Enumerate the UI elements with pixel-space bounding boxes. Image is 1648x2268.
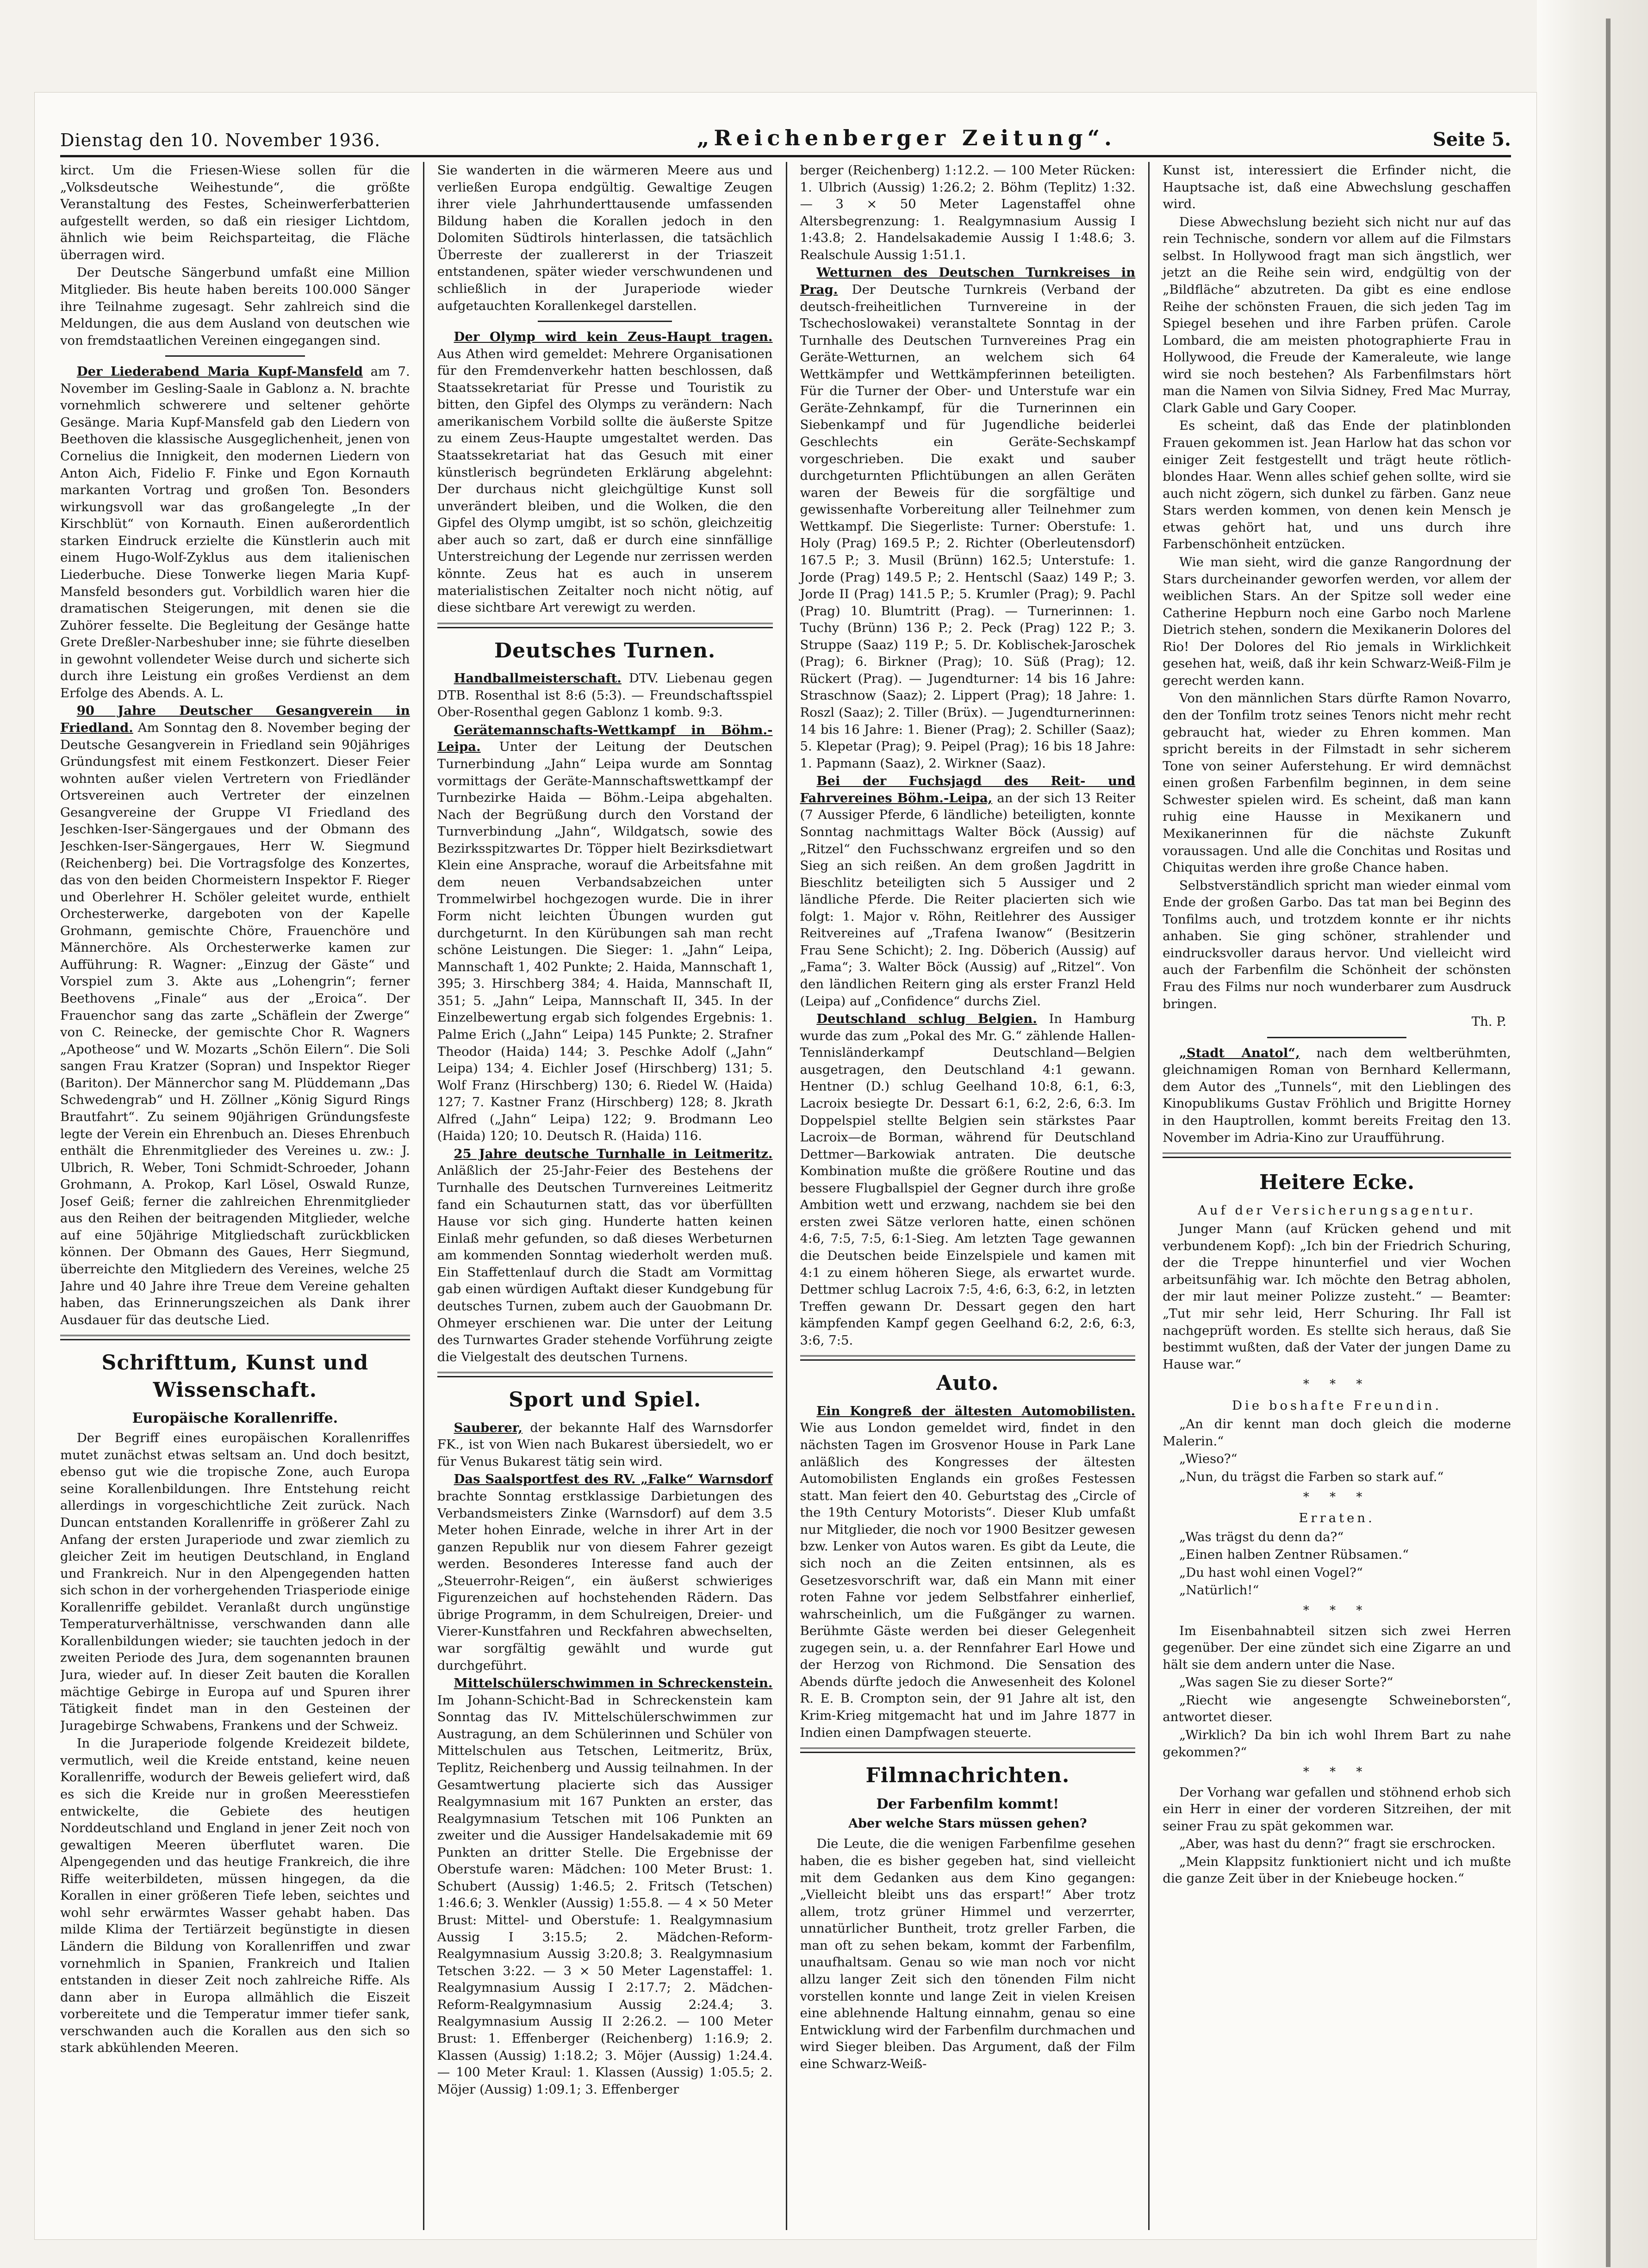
newspaper-page xyxy=(35,93,1536,2239)
author-initials: Th. P. xyxy=(1471,1014,1506,1029)
article-kicker: Deutschland schlug Belgien. xyxy=(816,1011,1037,1027)
joke-line: „Nun, du trägst die Farben so stark auf.“ xyxy=(1179,1469,1444,1485)
article-text: Im Johann-Schicht-Bad in Schreckenstein kam Sonntag das IV. Mittelschülerschwimmen zur Austragung, an dem Schülerinnen und Schüler von Mittelschulen aus Tetschen, Leitmeritz, Brüx, Teplitz, Reichenberg und Aussig teilnahmen. In der Gesamtwertung placierte sich das Aussiger Realgymnasium mit 167 Punkten an erster, das Realgymnasium Tetschen mit 106 Punkten an zweiter und die Aussiger Handelsakademie mit 69 Punkten an dritter Stelle. Die Ergebnisse der Oberstufe waren: Mädchen: 100 Meter Brust: 1. Schubert (Aussig) 1:46.5; 2. Fritsch (Tetschen) 1:46.6; 3. Wenkler (Aussig) 1:55.8. — 4 × 50 Meter Brust: Mittel- und Oberstufe: 1. Realgymnasium Aussig I 3:15.5; 2. Mädchen-Reform-Realgymnasium Aussig 3:20.8; 3. Realgymnasium Tetschen 3:22. — 3 × 50 Meter Lagenstaffel: 1. Realgymnasium Aussig I 2:17.7; 2. Mädchen-Reform-Realgymnasium Aussig 2:24.4; 3. Realgymnasium Aussig II 2:26.2. — 100 Meter Brust: 1. Effenberger (Reichenberg) 1:16.9; 2. Klassen (Aussig) 1:18.2; 3. Möjer (Aussig) 1:24.4. — 100 Meter Kraul: 1. Klassen (Aussig) 1:05.5; 2. Möjer (Aussig) 1:09.1; 3. Effenberger xyxy=(437,1692,773,2097)
divider xyxy=(1267,1037,1406,1038)
joke-text: Junger Mann (auf Krücken gehend und mit verbundenem Kopf): „Ich bin der Friedrich Schuring, der die Treppe hinunterfiel und vier Wochen arbeitsunfähig war. Ich möchte den Betrag abholen, der mir laut meiner Polizze zusteht.“ — Beamter: „Tut mir sehr leid, Herr Schuring. Ihr Fall ist nachgeprüft worden. Es stellte sich heraus, daß Sie bestimmt wußten, daß der Vater der jungen Dame zu Hause war.“ xyxy=(1163,1221,1511,1372)
column-3 xyxy=(786,162,1149,2230)
divider xyxy=(437,623,773,628)
article-text: Diese Abwechslung bezieht sich nicht nur auf das rein Technische, sondern vor allem auf die Filmstars selbst. In Hollywood fragt man sich ängstlich, wer jetzt an die Reihe sein wird, endgültig von der „Bildfläche“ abzutreten. Da gibt es eine endlose Reihe der schönsten Frauen, die sich jeden Tag im Spiegel besehen und ihre Farben prüfen. Carole Lombard, die am meisten photographierte Frau in Hollywood, die Freude der Kameraleute, wie lange wird sie noch bestehen? Als Farbenfilmstars hört man die Namen von Silvia Sidney, Fred Mac Murray, Clark Gable und Gary Cooper. xyxy=(1163,214,1511,415)
article-text: Wie man sieht, wird die ganze Rangordnung der Stars durcheinander geworfen werden, vor allem der weiblichen Stars. An der Spitze soll weder eine Catherine Hepburn noch eine Garbo noch Marlene Dietrich stehen, sondern die Mexikanerin Dolores del Rio! Der Dolores del Rio jemals in Wirklichkeit gesehen hat, weiß, daß ihr kein Schwarz-Weiß-Film je gerecht werden kann. xyxy=(1163,554,1511,688)
article-text: Unter der Leitung der Deutschen Turnerbindung „Jahn“ Leipa wurde am Sonntag vormittags der Geräte-Mannschaftswettkampf der Turnbezirke Haida — Böhm.-Leipa abgehalten. Nach der Begrüßung durch den Vorstand der Turnverbindung „Jahn“, Wildgatsch, sowie des Bezirksspitzwartes Dr. Töpper hielt Bezirksdietwart Klein eine Ansprache, worauf die Arbeitsfahne mit dem neuen Verbandsabzeichen unter Trommelwirbel hochgezogen wurde. Die in ihrer Form nicht leichten Übungen wurden gut durchgeturnt. In den Kürübungen sah man recht schöne Leistungen. Die Sieger: 1. „Jahn“ Leipa, Mannschaft 1, 402 Punkte; 2. Haida, Mannschaft 1, 395; 3. Hirschberg 384; 4. Haida, Mannschaft II, 351; 5. „Jahn“ Leipa, Mannschaft II, 345. In der Einzelbewertung ergab sich folgendes Ergebnis: 1. Palme Erich („Jahn“ Leipa) 145 Punkte; 2. Strafner Theodor (Haida) 144; 3. Peschke Adolf („Jahn“ Leipa) 134; 4. Eichler Josef (Hirschberg) 131; 5. Wolf Franz (Hirschberg) 130; 6. Riedel W. (Haida) 127; 7. Kastner Franz (Hirschberg) 128; 8. Jkrath Alfred („Jahn“ Leipa) 122; 9. Brodmann Leo (Haida) 120; 10. Deutsch R. (Haida) 116. xyxy=(437,739,773,1144)
section-heading: Sport und Spiel. xyxy=(509,1388,702,1412)
divider xyxy=(800,1747,1136,1753)
joke-line: „Wirklich? Da bin ich wohl Ihrem Bart zu nahe gekommen?“ xyxy=(1163,1727,1511,1760)
article-kicker: Ein Kongreß der ältesten Automobilisten. xyxy=(816,1403,1136,1419)
joke-line: „Was sagen Sie zu dieser Sorte?“ xyxy=(1179,1675,1393,1690)
column-4 xyxy=(1148,162,1511,2230)
joke-title: Auf der Versicherungsagentur. xyxy=(1198,1202,1476,1218)
article-text: Wie aus London gemeldet wird, findet in den nächsten Tagen im Grosvenor House in Park Lane anläßlich des Kongresses der ältesten Automobilisten Englands ein großes Festessen statt. Man feiert den 40. Geburtstag des „Circle of the 19th Century Motorists“. Dieser Klub umfaßt nur Mitglieder, die noch vor 1900 Besitzer gewesen bzw. Lenker von Autos waren. Es gibt da Leute, die sich noch an die Zeiten entsinnen, als es Gesetzesvorschrift war, daß ein Mann mit einer roten Fahne vor jedem Selbstfahrer einherlief, wahrscheinlich, um die Fußgänger zu warnen. Berühmte Gäste werden bei dieser Gelegenheit zugegen sein, u. a. der Rennfahrer Earl Howe und der Herzog von Richmond. Die Sensation des Abends dürfte jedoch die Anwesenheit des Kolonel R. E. B. Crompton sein, der 91 Jahre alt ist, den Krim-Krieg mitgemacht hat und im Jahre 1877 in Indien einen Dampfwagen steuerte. xyxy=(800,1420,1136,1740)
article-text: Von den männlichen Stars dürfte Ramon Novarro, den der Tonfilm trotz seines Tenors nicht mehr recht gebraucht hat, wieder zu Ehren kommen. Man spricht bereits in der Filmstadt in sehr sicherem Tone von seiner Auferstehung. Er wird demnächst einen großen Farbenfilm beginnen, in dem seine Schwester spielen wird. Es scheint, daß man kann ruhig eine Hausse in Mexikanern und Mexikanerinnen für die nächste Zukunft voraussagen. Und alle die Conchitas und Rositas und Chiquitas werden ihre große Chance haben. xyxy=(1163,691,1511,875)
joke-line: „Natürlich!“ xyxy=(1179,1583,1259,1598)
scan-margin xyxy=(1537,0,1648,2268)
article-kicker: 90 Jahre Deutscher Gesangverein in Friedland. xyxy=(60,703,410,735)
article-text: Es scheint, daß das Ende der platinblonden Frauen gekommen ist. Jean Harlow hat das schon vor einiger Zeit festgestellt und trägt heute rötlich-blondes Haar. Wenn alles schief gehen sollte, wird sie auch nicht zögern, sich dunkel zu färben. Ganz neue Stars werden kommen, von denen kein Mensch je etwas gehört hat, und uns durch ihre Farbenschönheit entzücken. xyxy=(1163,418,1511,552)
divider xyxy=(437,1372,773,1377)
joke-line: „Riecht wie angesengte Schweineborsten“, antwortet dieser. xyxy=(1163,1692,1511,1725)
article-text: Kunst ist, interessiert die Erfinder nicht, die Hauptsache ist, daß eine Abwechslung geschaffen wird. xyxy=(1163,163,1511,212)
divider xyxy=(60,1335,410,1340)
article-columns xyxy=(60,162,1511,2230)
joke-line: „Mein Klappsitz funktioniert nicht und ich mußte die ganze Zeit über in der Kniebeuge hocken.“ xyxy=(1163,1854,1511,1886)
newspaper-title: „Reichenberger Zeitung“. xyxy=(697,125,1117,150)
column-1 xyxy=(60,162,423,2230)
joke-line: „Du hast wohl einen Vogel?“ xyxy=(1179,1565,1363,1580)
section-heading: Auto. xyxy=(936,1371,999,1395)
joke-line: „Aber, was hast du denn?“ fragt sie erschrocken. xyxy=(1179,1836,1496,1852)
article-kicker: Sauberer, xyxy=(454,1420,522,1435)
page-number: Seite 5. xyxy=(1432,129,1511,150)
article-text: nach dem weltberühmten, gleichnamigen Roman von Bernhard Kellermann, dem Autor des „Tunnels“, mit den Lieblingen des Kinopublikums Gustav Fröhlich und Brigitte Horney in den Hauptrollen, kommt bereits Freitag den 13. November im Adria-Kino zur Uraufführung. xyxy=(1163,1045,1511,1145)
column-2 xyxy=(423,162,786,2230)
article-headline: Der Farbenfilm kommt! xyxy=(876,1796,1059,1812)
divider xyxy=(800,1355,1136,1361)
article-text: Der Begriff eines europäischen Korallenriffes mutet zunächst etwas seltsam an. Und doch besitzt, ebenso gut wie die tropische Zone, auch Europa seine Korallenbildungen. Ihre Entstehung reicht allerdings in vorgeschichtliche Zeit zurück. Nach Duncan entstanden Korallenriffe in größerer Zahl zu Anfang der ersten Juraperiode und zwar ziemlich zu gleicher Zeit im heutigen Deutschland, in England und Frankreich. Nur in den Alpengegenden hatten sich schon in der vorhergehenden Triasperiode einige Korallenriffe gebildet. Veranlaßt durch ungünstige Temperaturverhältnisse, verschwanden dann alle Korallenbildungen wieder; sie tauchten jedoch in der zweiten Periode des Jura, dem sogenannten braunen Jura, wieder auf. In dieser Zeit bauten die Korallen mächtige Gebirge in Europa auf und Spuren ihrer Tätigkeit findet man in den Gesteinen der Juragebirge Schwabens, Frankens und der Schweiz. xyxy=(60,1431,410,1733)
joke-line: „An dir kennt man doch gleich die moderne Malerin.“ xyxy=(1163,1417,1511,1449)
article-text: Am Sonntag den 8. November beging der Deutsche Gesangverein in Friedland sein 90jähriges Gründungsfest mit einem Festkonzert. Dieser Feier wohnten außer vielen Vertretern von Friedländer Ortsvereinen auch Vertreter der einzelnen Gesangvereine der Gruppe VI Friedland des Jeschken-Iser-Sängergaues und der Obmann des Jeschken-Iser-Sängergaues, Herr W. Siegmund (Reichenberg) bei. Die Vortragsfolge des Konzertes, das von den beiden Chormeistern Inspektor F. Rieger und Oberlehrer H. Schöler geleitet wurde, enthielt Orchesterwerke, dargeboten von der Kapelle Grohmann, gemischte Chöre, Frauenchöre und Männerchöre. Als Orchesterwerke kamen zur Aufführung: R. Wagner: „Einzug der Gäste“ und Vorspiel zum 3. Akte aus „Lohengrin“; ferner Beethovens „Finale“ aus der „Eroica“. Der Frauenchor sang das zarte „Schäflein der Zwerge“ von C. Reinecke, der gemischte Chor R. Wagners „Apotheose“ und W. Mozarts „Schön Eilern“. Die Soli sangen Frau Kratzer (Sopran) und Inspektor Rieger (Bariton). Der Männerchor sang M. Plüddemann „Das Schwedengrab“ und H. Zöllner „König Sigurd Rings Brautfahrt“. Zu seinem 90jährigen Gründungsfeste legte der Verein ein Ehrenbuch an. Dieses Ehrenbuch enthält die Ehrenmitglieder des Vereines u. zw.: J. Ulbrich, R. Weber, Toni Schmidt-Schroeder, Johann Grohmann, A. Prokop, Karl Lösel, Oswald Runze, Josef Geiß; ferner die zahlreichen Ehrenmitglieder aus den Reihen der beitragenden Mitglieder, welche auf eine 50jährige Mitgliedschaft zurückblicken können. Der Obmann des Gaues, Herr Siegmund, überreichte den Mitgliedern des Vereines, welche 25 Jahre und 40 Jahre ihre Treue dem Vereine gehalten haben, das Erinnerungszeichen als Dank ihrer Ausdauer für das deutsche Lied. xyxy=(60,720,410,1327)
joke-text: Der Vorhang war gefallen und stöhnend erhob sich ein Herr in einer der vorderen Sitzreihen, der mit seiner Frau zu spät gekommen war. xyxy=(1163,1785,1511,1834)
scan-edge-line xyxy=(1606,19,1611,2267)
article-subheadline: Aber welche Stars müssen gehen? xyxy=(848,1816,1087,1831)
divider xyxy=(1163,1153,1511,1158)
separator-stars: * * * xyxy=(1303,1377,1371,1392)
article-kicker: Das Saalsportfest des RV. „Falke“ Warnsdorf xyxy=(454,1472,773,1487)
section-heading: Heitere Ecke. xyxy=(1259,1171,1415,1195)
article-text: In die Juraperiode folgende Kreidezeit bildete, vermutlich, weil die Kreide entstand, keine neuen Korallenriffe, wodurch der Beweis geliefert wird, daß es sich die Kreide nur in großen Meeresstiefen entwickelte, die Gebiete des heutigen Norddeutschland und England in jener Zeit noch von gewaltigen Meeren überflutet waren. Die Alpengegenden und das heutige Frankreich, die ihre Riffe weiterbildeten, müssen hingegen, da die Korallen in einer größeren Tiefe leben, seichtes und wohl sehr erwärmtes Wasser gehabt haben. Das milde Klima der Tertiärzeit begünstigte in diesen Ländern die Bildung von Korallenriffen und zwar vornehmlich in Spanien, Frankreich und Italien entstanden in dieser Zeit noch zahlreiche Riffe. Als dann aber in Europa allmählich die Eiszeit vorbereitete und die Temperatur immer tiefer sank, verschwanden auch die Korallen aus den sich so stark abkühlenden Meeren. xyxy=(60,1736,410,2056)
article-text: kirct. Um die Friesen-Wiese sollen für die „Volksdeutsche Weihestunde“, die größte Veranstaltung des Festes, Scheinwerferbatterien aufgestellt werden, so daß ein riesiger Lichtdom, ähnlich wie beim Reichsparteitag, die Fläche überragen wird. xyxy=(60,163,410,262)
article-text: Sie wanderten in die wärmeren Meere aus und verließen Europa endgültig. Gewaltige Zeugen ihrer viele Jahrhunderttausende umfassenden Bildung haben die Korallen jedoch in den Dolomiten Südtirols hinterlassen, die tatsächlich Überreste der zuallererst in der Triaszeit entstandenen, später wieder verschwundenen und schließlich in der Juraperiode wieder aufgetauchten Korallenkegel darstellen. xyxy=(437,163,773,313)
article-text: der bekannte Half des Warnsdorfer FK., ist von Wien nach Bukarest übersiedelt, wo er für Venus Bukarest tätig sein wird. xyxy=(437,1420,773,1469)
article-kicker: „Stadt Anatol“, xyxy=(1179,1045,1300,1060)
page-header xyxy=(60,109,1511,157)
separator-stars: * * * xyxy=(1303,1765,1371,1779)
divider xyxy=(538,321,672,322)
article-kicker: Wetturnen des Deutschen Turnkreises in Prag. xyxy=(800,265,1136,297)
article-kicker: Mittelschülerschwimmen in Schreckenstein. xyxy=(454,1676,773,1691)
separator-stars: * * * xyxy=(1303,1490,1371,1504)
article-kicker: Bei der Fuchsjagd des Reit- und Fahrvereines Böhm.-Leipa, xyxy=(800,774,1136,806)
article-text: DTV. Liebenau gegen DTB. Rosenthal ist 8:6 (5:3). — Freundschaftsspiel Ober-Rosenthal gegen Gablonz 1 komb. 9:3. xyxy=(437,671,773,720)
article-kicker: Der Olymp wird kein Zeus-Haupt tragen. xyxy=(454,329,773,345)
section-heading: Filmnachrichten. xyxy=(865,1764,1070,1788)
article-text: an der sich 13 Reiter (7 Aussiger Pferde, 6 ländliche) beteiligten, konnte Sonntag nachmittags Walter Böck (Aussig) auf „Ritzel“ den Fuchsschwanz ergreifen und so den Sieg an sich reißen. An dem großen Jagdritt in Bieschlitz beteiligten sich 5 Aussiger und 2 ländliche Pferde. Die Reiter placierten sich wie folgt: 1. Major v. Röhn, Reitlehrer des Aussiger Reitvereines auf „Trafena Iwanow“ (Besitzerin Frau Sene Schicht); 2. Ing. Döberich (Aussig) auf „Fama“; 3. Walter Böck (Aussig) auf „Ritzel“. Von den ländlichen Reitern ging als erster Franzl Held (Leipa) auf „Confidence“ durchs Ziel. xyxy=(800,790,1136,1009)
joke-title: Erraten. xyxy=(1299,1511,1375,1526)
section-heading: Schrifttum, Kunst und Wissenschaft. xyxy=(101,1351,369,1402)
article-kicker: 25 Jahre deutsche Turnhalle in Leitmeritz. xyxy=(454,1146,773,1161)
article-text: am 7. November im Gesling-Saale in Gablonz a. N. brachte vornehmlich schwerere und seltener gehörte Gesänge. Maria Kupf-Mansfeld gab den Liedern von Beethoven die klassische Ausgeglichenheit, jenen von Cornelius die Innigkeit, den modernen Liedern von Anton Aich, Fidelio F. Finke und Egon Kornauth markanten Vortrag und großen Ton. Besonders wirkungsvoll war das großangelegte „In der Kirschblüt“ von Kornauth. Einen außerordentlich starken Eindruck erzielte die Künstlerin auch mit einem Hugo-Wolf-Zyklus aus dem italienischen Liederbuche. Diese Tonwerke liegen Maria Kupf-Mansfeld besonders gut. Vorbildlich waren hier die dramatischen Steigerungen, mit denen sie die Zuhörer fesselte. Die Begleitung der Gesänge hatte Grete Dreßler-Narbeshuber inne; sie führte dieselben in gewohnt vollendeter Weise durch und sicherte sich durch ihre Leistung ein großes Verdienst an dem Erfolge des Abends. xyxy=(60,364,410,700)
article-text: Der Deutsche Sängerbund umfaßt eine Million Mitglieder. Bis heute haben bereits 100.000 Sänger ihre Teilnahme zugesagt. Sehr zahlreich sind die Meldungen, die aus dem Ausland von deutschen wie von fremdstaatlichen Vereinen eingegangen sind. xyxy=(60,265,410,348)
issue-date: Dienstag den 10. November 1936. xyxy=(60,130,381,150)
article-text: Der Deutsche Turnkreis (Verband der deutsch-freiheitlichen Turnvereine in der Tschechoslowakei) veranstaltete Sonntag in der Turnhalle des Deutschen Turnvereines Prag ein Geräte-Wetturnen, an welchem sich 64 Wettkämpfer und Wettkämpferinnen beteiligten. Für die Turner der Ober- und Unterstufe war ein Geräte-Zehnkampf, für die Turnerinnen ein Siebenkampf und für Jugendliche beiderlei Geschlechts ein Geräte-Sechskampf vorgeschrieben. Die exakt und sauber durchgeturnten Pflichtübungen an allen Geräten waren der Beweis für die sorgfältige und gewissenhafte Vorbereitung aller Teilnehmer zum Wettkampf. Die Siegerliste: Turner: Oberstufe: 1. Holy (Prag) 169.5 P.; 2. Richter (Oberleutensdorf) 167.5 P.; 3. Musil (Brünn) 162.5; Unterstufe: 1. Jorde (Prag) 149.5 P.; 2. Hentschl (Saaz) 149 P.; 3. Jorde II (Prag) 141.5 P.; 5. Krumler (Prag); 9. Pachl (Prag) 10. Blumtritt (Prag). — Turnerinnen: 1. Tuchy (Brünn) 136 P.; 2. Peck (Prag) 122 P.; 3. Struppe (Saaz) 119 P.; 5. Dr. Koblischek-Jaroschek (Prag); 6. Birkner (Prag); 10. Süß (Prag); 12. Rückert (Prag). — Jugendturner: 14 bis 16 Jahre: Straschnow (Saaz); 2. Lippert (Prag); 18 Jahre: 1. Roszl (Saaz); 2. Tiller (Brüx). — Jugendturnerinnen: 14 bis 16 Jahre: 1. Biener (Prag); 2. Schiller (Saaz); 5. Klepetar (Prag); 9. Peipel (Prag); 16 bis 18 Jahre: 1. Papmann (Saaz), 2. Wirkner (Saaz). xyxy=(800,282,1136,771)
divider xyxy=(165,355,305,357)
joke-line: „Einen halben Zentner Rübsamen.“ xyxy=(1179,1547,1409,1562)
article-text: berger (Reichenberg) 1:12.2. — 100 Meter Rücken: 1. Ulbrich (Aussig) 1:26.2; 2. Böhm (Teplitz) 1:32. — 3 × 50 Meter Lagenstaffel ohne Altersbegrenzung: 1. Realgymnasium Aussig I 1:43.8; 2. Handelsakademie Aussig I 1:48.6; 3. Realschule Aussig 1:51.1. xyxy=(800,163,1136,262)
article-kicker: Handballmeisterschaft. xyxy=(454,671,622,686)
article-text: Anläßlich der 25-Jahr-Feier des Bestehens der Turnhalle des Deutschen Turnvereines Leitmeritz fand ein Schauturnen statt, das vor überfüllten Hause vor sich ging. Hunderte hatten keinen Einlaß mehr gefunden, so daß dieses Werbeturnen am kommenden Sonntag wiederholt werden muß. Ein Staffettenlauf durch die Stadt am Vormittag gab einen würdigen Auftakt dieser Kundgebung für deutsches Turnen, zubem auch der Gauobmann Dr. Ohmeyer erschienen war. Die unter der Leitung des Turnwartes Grader stehende Vorführung zeigte die Vielgestalt des deutschen Turnens. xyxy=(437,1163,773,1364)
author-initials: A. L. xyxy=(193,685,224,700)
article-kicker: Gerätemannschafts-Wettkampf in Böhm.-Leipa. xyxy=(437,722,773,755)
separator-stars: * * * xyxy=(1303,1603,1371,1617)
article-text: Selbstverständlich spricht man wieder einmal vom Ende der großen Garbo. Das tat man bei Beginn des Tonfilms auch, und trotzdem konnte er ihr nichts anhaben. Sie ging schöner, strahlender und eindrucksvoller daraus hervor. Und vielleicht wird auch der Farbenfilm die Schönheit der schönsten Frau des Films nur noch wunderbarer zum Ausdruck bringen. xyxy=(1163,878,1511,1011)
article-text: brachte Sonntag erstklassige Darbietungen des Verbandsmeisters Zinke (Warnsdorf) auf dem 3.5 Meter hohen Einrade, welche in ihrer Art in der ganzen Republik nur von diesem Fahrer gezeigt werden. Besonderes Interesse fand auch der „Steuerrohr-Reigen“, ein äußerst schwieriges Figurenzeichen auf hochstehenden Rädern. Das übrige Programm, in dem Schulreigen, Dreier- und Vierer-Kunstfahren und Reckfahren abwechselten, war sorgfältig gewählt und wurde gut durchgeführt. xyxy=(437,1488,773,1673)
joke-line: „Was trägst du denn da?“ xyxy=(1179,1529,1344,1544)
article-text: In Hamburg wurde das zum „Pokal des Mr. G.“ zählende Hallen-Tennisländerkampf Deutschland—Belgien ausgetragen, den Deutschland 4:1 gewann. Hentner (D.) schlug Geelhand 10:8, 6:1, 6:3, Lacroix besiegte Dr. Dessart 6:1, 6:2, 2:6, 6:3. Im Doppelspiel stellte Belgien sein stärkstes Paar Lacroix—de Borman, während für Deutschland Dettmer—Barkowiak antraten. Die deutsche Kombination mußte die größere Routine und das bessere Flugballspiel der Gegner durch ihre große Ambition wett und erzwang, nachdem sie bei den ersten zwei Sätze verloren hatte, einen schönen 4:6, 7:5, 7:5, 6:1-Sieg. Am letzten Tage gewannen die Deutschen beide Einzelspiele und kamen mit 4:1 zu einem höheren Siege, als erwartet wurde. Dettmer schlug Lacroix 7:5, 4:6, 6:3, 6:2, in letzten Treffen gewann Dr. Dessart gegen den hart kämpfenden Kampf gegen Geelhand 6:2, 2:6, 6:3, 3:6, 7:5. xyxy=(800,1011,1136,1348)
section-heading: Deutsches Turnen. xyxy=(494,638,716,663)
article-text: Die Leute, die die wenigen Farbenfilme gesehen haben, die es bisher gegeben hat, sind vielleicht mit dem Gedanken aus dem Kino gegangen: „Vielleicht bleibt uns das erspart!“ Aber trotz allem, trotz grüner Himmel und verzerrter, unnatürlicher Buntheit, trotz greller Farben, die man oft zu sehen bekam, kommt der Farbenfilm, unaufhaltsam. Genau so wie man noch vor nicht allzu langer Zeit sich den tönenden Film nicht vorstellen konnte und lange Zeit in vielen Kreisen eine ablehnende Haltung einnahm, genau so eine Entwicklung wird der Farbenfilm durchmachen und wird Sieger bleiben. Das Argument, daß der Film eine Schwarz-Weiß- xyxy=(800,1836,1136,2071)
article-text: Aus Athen wird gemeldet: Mehrere Organisationen für den Fremdenverkehr hatten beschlossen, daß Staatssekretariat für Presse und Touristik zu bitten, den Gipfel des Olymps zu verändern: Nach amerikanischem Vorbild sollte die äußerste Spitze zu einem Zeus-Haupte umgestaltet werden. Das Staatssekretariat hat das Gesuch mit einer künstlerisch begründeten Erklärung abgelehnt: Der durchaus nicht gleichgültige Kunst soll unverändert bleiben, und die Wolken, die den Gipfel des Olymp umgibt, ist so schön, gleichzeitig aber auch so zart, daß er durch eine sinnfällige Unterstreichung der Legende nur zerrissen werden könnte. Zeus hat es auch in unserem materialistischen Zeitalter noch nicht nötig, auf diese sichtbare Art verewigt zu werden. xyxy=(437,346,773,615)
article-kicker: Der Liederabend Maria Kupf-Mansfeld xyxy=(76,364,363,379)
joke-title: Die boshafte Freundin. xyxy=(1231,1398,1442,1413)
joke-line: „Wieso?“ xyxy=(1179,1451,1238,1467)
joke-text: Im Eisenbahnabteil sitzen sich zwei Herren gegenüber. Der eine zündet sich eine Zigarre an und hält sie dem andern unter die Nase. xyxy=(1163,1623,1511,1672)
article-headline: Europäische Korallenriffe. xyxy=(132,1410,338,1427)
